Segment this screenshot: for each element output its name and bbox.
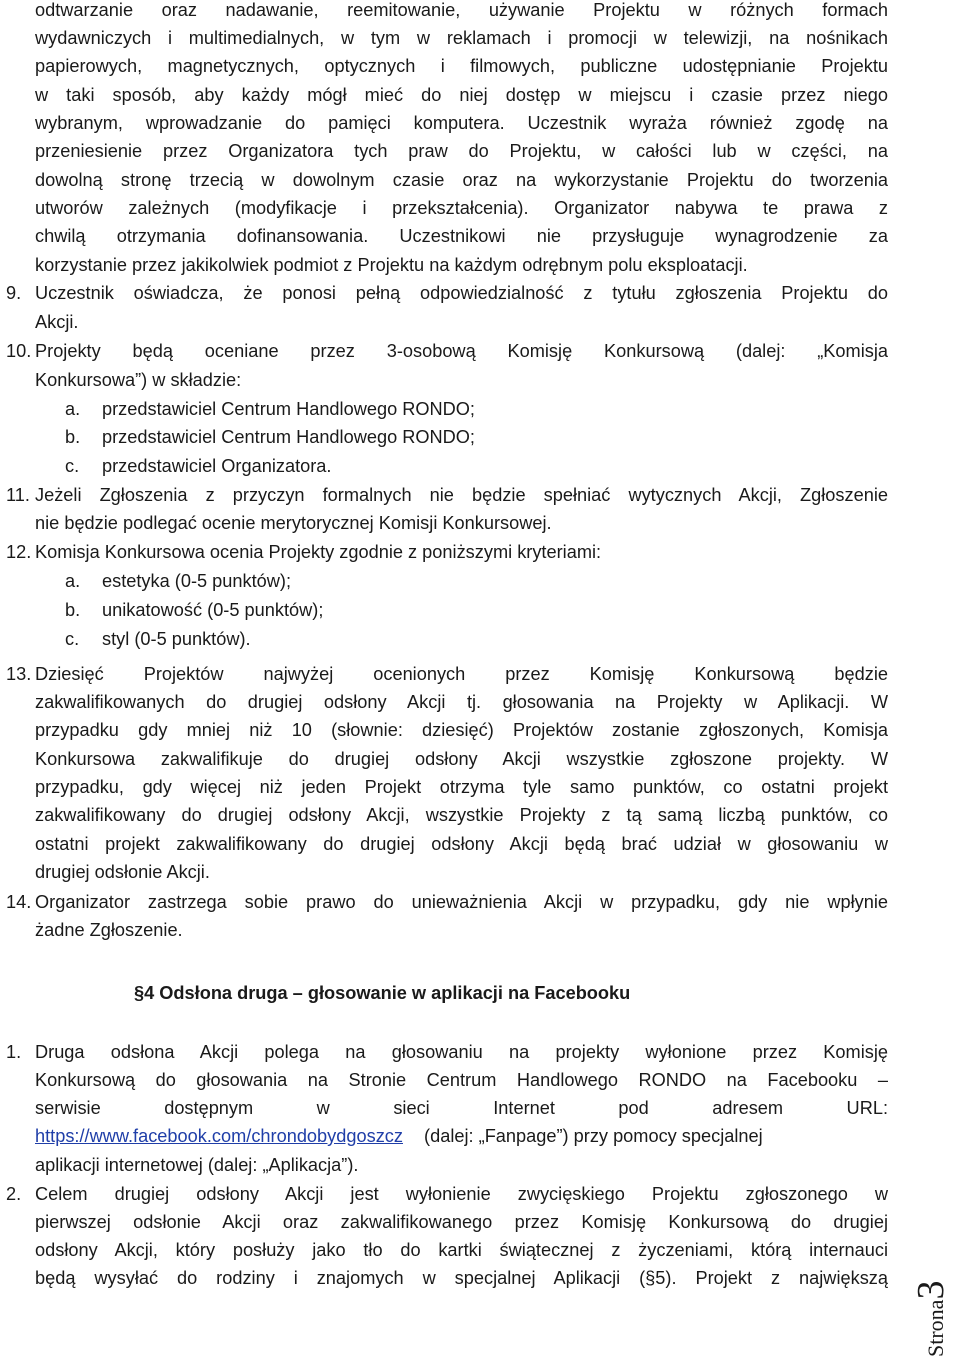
text-line: w taki sposób, aby każdy mógł mieć do niej dostęp w miejscu i czasie przez niego bbox=[35, 85, 888, 105]
text-line: dowolną stronę trzecią w dowolnym czasie oraz na wykorzystanie Projektu do tworzenia bbox=[35, 170, 888, 190]
text-line: przedstawiciel Organizatora. bbox=[102, 456, 332, 476]
list-marker: c. bbox=[65, 629, 80, 649]
text-line: unikatowość (0-5 punktów); bbox=[102, 600, 324, 620]
text-line: ostatni projekt zakwalifikowany do drugiej odsłony Akcji będą brać udział w głosowaniu w bbox=[35, 834, 888, 854]
text-line: Dziesięć Projektów najwyżej ocenionych przez Komisję Konkursową będzie bbox=[35, 664, 888, 684]
list-marker: 14. bbox=[6, 892, 32, 912]
text-line: przedstawiciel Centrum Handlowego RONDO; bbox=[102, 427, 475, 447]
section-heading: §4 Odsłona druga – głosowanie w aplikacji na Facebooku bbox=[134, 983, 631, 1003]
text-line: Komisja Konkursowa ocenia Projekty zgodnie z poniższymi kryteriami: bbox=[35, 542, 602, 562]
text-line: utworów zależnych (modyfikacje i przekształcenia). Organizator nabywa te prawa z bbox=[35, 198, 888, 218]
text-line: Druga odsłona Akcji polega na głosowaniu na projekty wyłonione przez Komisję bbox=[35, 1042, 888, 1062]
fanpage-link[interactable]: https://www.facebook.com/chrondobydgoszcz bbox=[35, 1126, 403, 1146]
page-number bbox=[910, 1280, 952, 1357]
list-marker: a. bbox=[65, 571, 81, 591]
text-line: Akcji. bbox=[35, 312, 79, 332]
footer-label: Strona bbox=[923, 1299, 948, 1357]
text-line: drugiej odsłonie Akcji. bbox=[35, 862, 210, 882]
list-marker: 2. bbox=[6, 1184, 22, 1204]
text-line: nie będzie podlegać ocenie merytorycznej Komisji Konkursowej. bbox=[35, 513, 552, 533]
text-line: pierwszej odsłonie Akcji oraz zakwalifikowanego przez Komisję Konkursową do drugiej bbox=[35, 1212, 888, 1232]
text-line: Uczestnik oświadcza, że ponosi pełną odpowiedzialność z tytułu zgłoszenia Projektu do bbox=[35, 283, 888, 303]
text-line: będą wysyłać do rodziny i znajomych w specjalnej Aplikacji (§5). Projekt z największą bbox=[35, 1268, 888, 1288]
text-line: Celem drugiej odsłony Akcji jest wyłonienie zwycięskiego Projektu zgłoszonego w bbox=[35, 1184, 888, 1204]
text-line: przedstawiciel Centrum Handlowego RONDO; bbox=[102, 399, 475, 419]
text-line: estetyka (0-5 punktów); bbox=[102, 571, 292, 591]
text-line: wybranym, wprowadzanie do pamięci komputera. Uczestnik wyraża również zgodę na bbox=[35, 113, 888, 133]
link-line bbox=[35, 1122, 763, 1150]
text-line: Projekty będą oceniane przez 3-osobową Komisję Konkursową (dalej: „Komisja bbox=[35, 341, 888, 361]
text-line: odsłony Akcji, który posłuży jako tło do kartki świątecznej z życzeniami, którą internauci bbox=[35, 1240, 888, 1260]
text-line: żadne Zgłoszenie. bbox=[35, 920, 183, 940]
text-line: Konkursowa”) w składzie: bbox=[35, 370, 242, 390]
text-line: Organizator zastrzega sobie prawo do unieważnienia Akcji w przypadku, gdy nie wpłynie bbox=[35, 892, 888, 912]
text-line: zakwalifikowany do drugiej odsłony Akcji, wszystkie Projekty z tą samą liczbą punktów, co bbox=[35, 805, 888, 825]
list-marker: a. bbox=[65, 399, 81, 419]
list-marker: 1. bbox=[6, 1042, 22, 1062]
text-line: odtwarzanie oraz nadawanie, reemitowanie, używanie Projektu w różnych formach bbox=[35, 0, 888, 20]
list-marker: 12. bbox=[6, 542, 32, 562]
text-line: aplikacji internetowej (dalej: „Aplikacja”). bbox=[35, 1155, 359, 1175]
list-marker: 11. bbox=[6, 485, 30, 505]
text-line: Konkursowa zakwalifikuje do drugiej odsłony Akcji wszystkie zgłoszone projekty. W bbox=[35, 749, 888, 769]
list-marker: 10. bbox=[6, 341, 32, 361]
page-number-value: 3 bbox=[910, 1280, 952, 1300]
text-line: (dalej: „Fanpage”) przy pomocy specjalnej bbox=[424, 1126, 763, 1146]
list-marker: c. bbox=[65, 456, 80, 476]
text-line: wydawniczych i multimedialnych, w tym w reklamach i promocji w telewizji, na nośnikach bbox=[35, 28, 888, 48]
list-marker: b. bbox=[65, 427, 81, 447]
text-line: serwisie dostępnym w sieci Internet pod adresem URL: bbox=[35, 1098, 888, 1118]
list-marker: b. bbox=[65, 600, 81, 620]
text-line: korzystanie przez jakikolwiek podmiot z Projektu na każdym odrębnym polu eksploatacji. bbox=[35, 255, 748, 275]
text-line: Jeżeli Zgłoszenia z przyczyn formalnych nie będzie spełniać wytycznych Akcji, Zgłoszenie bbox=[35, 485, 888, 505]
text-line: styl (0-5 punktów). bbox=[102, 629, 251, 649]
list-marker: 13. bbox=[6, 664, 32, 684]
list-marker: 9. bbox=[6, 283, 22, 303]
page-footer bbox=[910, 1259, 956, 1357]
text-line: przypadku, gdy więcej niż jeden Projekt otrzyma tyle samo punktów, co ostatni projekt bbox=[35, 777, 888, 797]
text-line: Konkursową do głosowania na Stronie Centrum Handlowego RONDO na Facebooku – bbox=[35, 1070, 888, 1090]
text-line: przypadku gdy mniej niż 10 (słownie: dziesięć) Projektów zostanie zgłoszonych, Komisja bbox=[35, 720, 888, 740]
text-line: zakwalifikowanych do drugiej odsłony Akcji tj. głosowania na Projekty w Aplikacji. W bbox=[35, 692, 888, 712]
text-line: papierowych, magnetycznych, optycznych i filmowych, publiczne udostępnianie Projektu bbox=[35, 56, 888, 76]
text-line: przeniesienie przez Organizatora tych praw do Projektu, w całości lub w części, na bbox=[35, 141, 888, 161]
text-line: chwilą otrzymania dofinansowania. Uczestnikowi nie przysługuje wynagrodzenie za bbox=[35, 226, 888, 246]
